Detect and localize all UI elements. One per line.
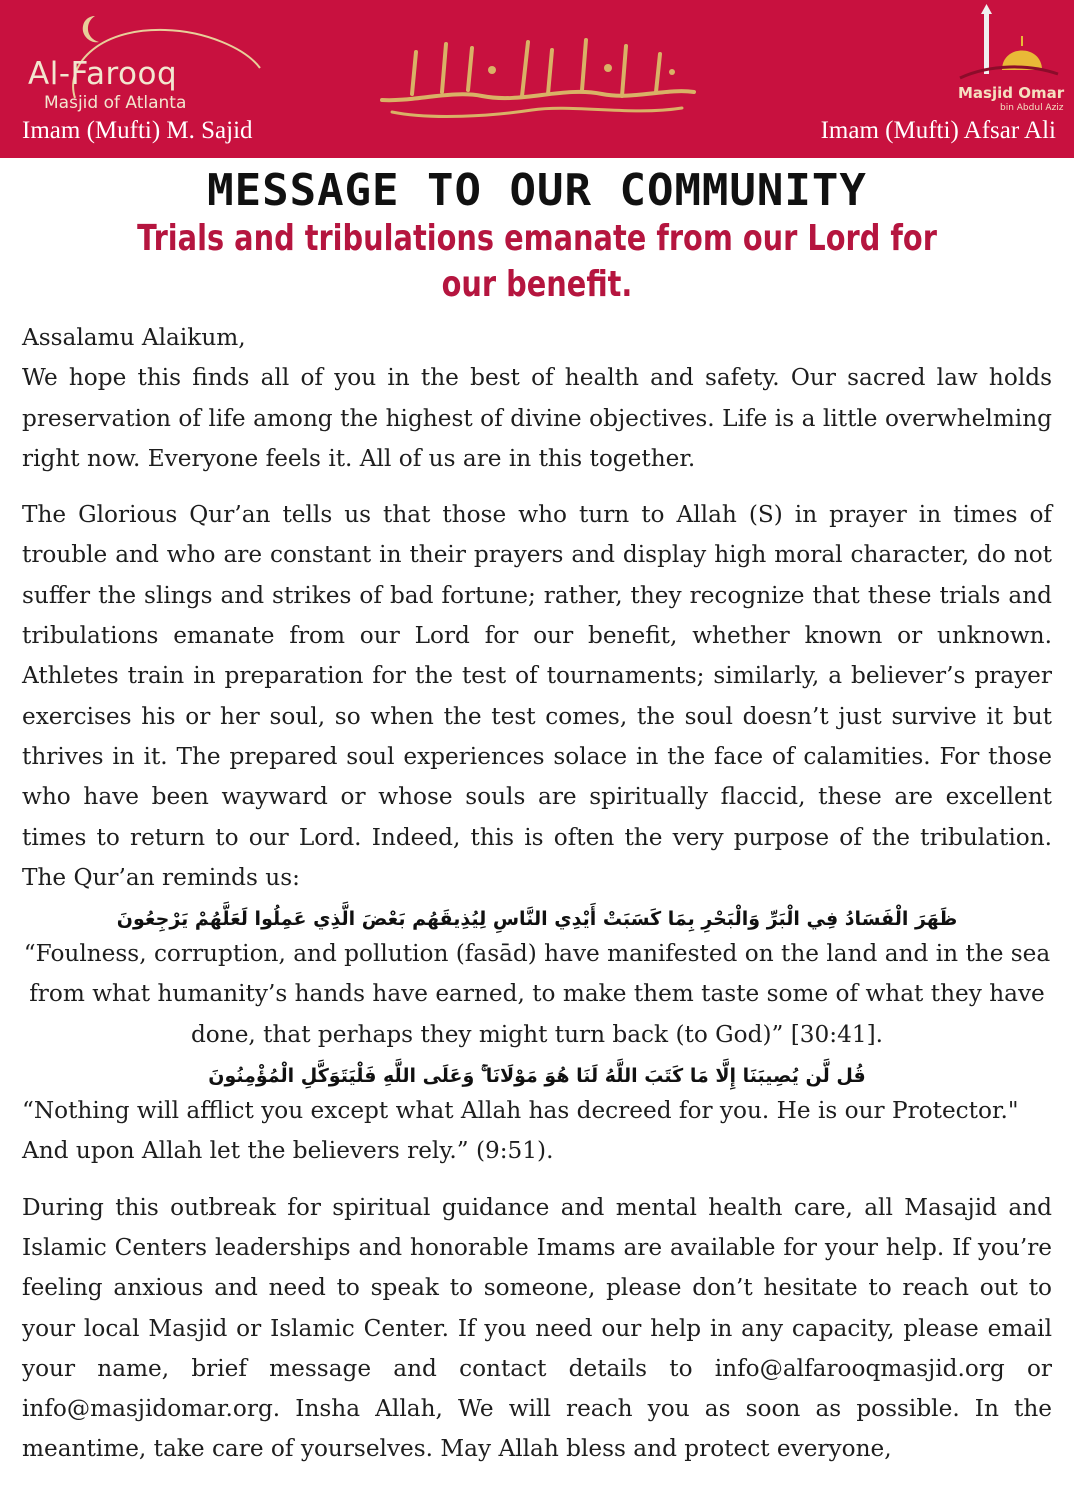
verse-2-translation: “Nothing will afflict you except what Allah has decreed for you. He is our Protector." And upon Allah let the believers rely.” (9:51). (22, 1097, 1019, 1165)
right-logo-name: Masjid Omar (958, 84, 1065, 102)
verse-1-arabic: ظَهَرَ الْفَسَادُ فِي الْبَرِّ وَالْبَحْرِ بِمَا كَسَبَتْ أَيْدِي النَّاسِ لِيُذِيقَهُم بَعْضَ الَّذِي عَمِلُوا لَعَلَّهُمْ يَرْجِعُونَ (116, 908, 958, 931)
left-logo-name: Al-Farooq (28, 56, 178, 92)
page-subtitle: Trials and tribulations emanate from our Lord for our benefit. (137, 218, 937, 305)
verse-2-arabic: قُل لَّن يُصِيبَنَا إِلَّا مَا كَتَبَ اللَّهُ لَنَا هُوَ مَوْلَانَا ۚ وَعَلَى اللَّهِ فَلْيَتَوَكَّلِ الْمُؤْمِنُونَ (208, 1065, 866, 1088)
verse-1-translation: “Foulness, corruption, and pollution (fasād) have manifested on the land and in the sea from what humanity’s hands have earned, to make them taste some of what they have done, that perhaps they might turn back (to God)” [30:41]. (23, 940, 1051, 1048)
paragraph-1: We hope this finds all of you in the best of health and safety. Our sacred law holds preservation of life among the highest of divine objectives. Life is a little overwhelming right now. Everyone feels it. All of us are in this together. (22, 364, 1052, 472)
message-body (0, 308, 1074, 1470)
right-logo-subtitle: bin Abdul Aziz (1000, 103, 1064, 113)
paragraph-3: During this outbreak for spiritual guidance and mental health care, all Masajid and Islamic Centers leaderships and honorable Imams are available for your help. If you’re feeling anxious and need to speak to someone, please don’t hesitate to reach out to your local Masjid or Islamic Center. If you need our help in any capacity, please email your name, brief message and contact details to info@alfarooqmasjid.org or info@masjidomar.org. Insha Allah, We will reach you as soon as possible. In the meantime, take care of yourselves. May Allah bless and protect everyone, (22, 1193, 1052, 1463)
masjid-omar-logo (950, 4, 1065, 116)
bismillah-calligraphy (372, 30, 702, 120)
header-banner (0, 0, 1074, 158)
left-logo-subtitle: Masjid of Atlanta (44, 93, 187, 113)
paragraph-2: The Glorious Qur’an tells us that those who turn to Allah (S) in prayer in times of trouble and who are constant in their prayers and display high moral character, do not suffer the slings and strikes of bad fortune; rather, they recognize that these trials and tribulations emanate from our Lord for our benefit, whether known or unknown. Athletes train in preparation for the test of tournaments; similarly, a believer’s prayer exercises his or her soul, so when the test comes, the soul doesn’t just survive it but thrives in it. The prepared soul experiences solace in the face of calamities. For those who have been wayward or whose souls are spiritually flaccid, these are excellent times to return to our Lord. Indeed, this is often the very purpose of the tribulation. The Qur’an reminds us: (22, 501, 1052, 891)
mosque-dome-icon (950, 4, 1065, 84)
page-title: MESSAGE TO OUR COMMUNITY (207, 165, 867, 216)
right-imam-name: Imam (Mufti) Afsar Ali (820, 117, 1056, 144)
left-imam-name: Imam (Mufti) M. Sajid (22, 117, 253, 144)
greeting: Assalamu Alaikum, (22, 324, 246, 351)
